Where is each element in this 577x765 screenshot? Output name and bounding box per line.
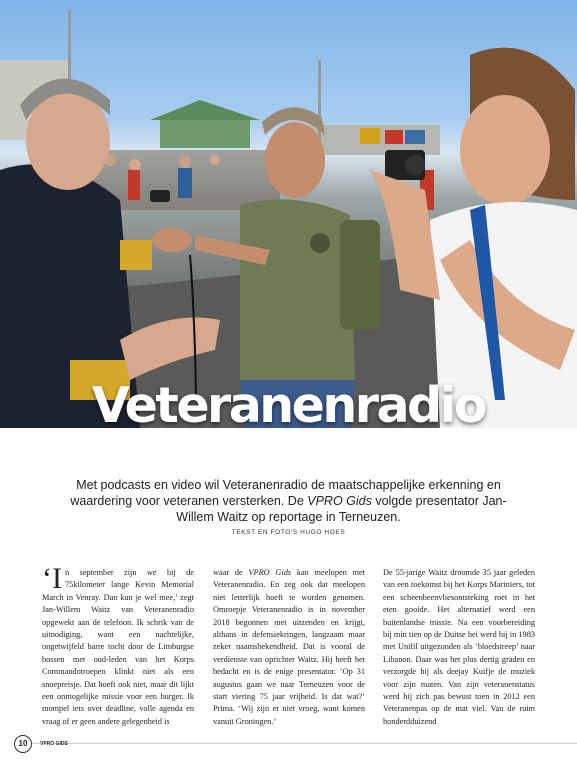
lead-magazine-name: VPRO Gids [307,494,372,508]
article-column-2 [213,567,365,728]
drop-cap: ‘I [42,562,62,595]
magazine-logo-text: VPRO GIDS [40,741,68,747]
column-3-text: De 55-jarige Waitz droomde 35 jaar geleden van een toekomst bij het Korps Mariniers, tot een scheenbeenvliesontsteking roet in het eten gooide. Het alternatief werd een buitenlandse missie. Na een voorbereiding bij min tien op de Duitse hei werd hij in 1983 met Unifil uitgezonden als ‘bloedstreep’ naar Libanon. Daar was het plus dertig graden en verzorgde hij als deejay Kuifje de muziek voor zijn maten. Van zijn veteranenstatus werd hij zich pas bewust toen in 2012 een Veteranenpas op de mat viel. Van de ruim honderdduizend [383,568,535,726]
headline: Veteranenradio [91,377,486,434]
photo-credit: TEKST EN FOTO'S HUGO HOES [231,529,346,536]
article-column-1 [42,562,194,728]
column-2-magazine-name: VPRO Gids [248,568,292,577]
page-number: 10 [14,735,32,753]
article-column-3 [383,567,535,728]
footer-divider [32,743,577,744]
column-2-text-b: kan meelopen met Veteranenradio. En zeg ook dat meelopen niet letterlijk hoeft te worden genomen. Omroepje Veteranenradio is in november 2018 begonnen met uitzenden en krijgt, althans in defensiekringen, langzaam maar zeker naamsbekendheid. Dat is vooral de verdienste van oprichter Waitz. Hij heeft het bedacht en is de enige presentator. ‘Op 31 augustus gaan we naar Terneuzen voor de start viering 75 jaar vrijheid. Is dat wat?’ Prima. ‘Wij zijn er niet vroeg, want komen vanuit Groningen.’ [213,568,365,726]
column-1-text: n september zijn we bij de 75kilometer lange Kevin Memorial March in Venray. Dan kun je wel mee,’ zegt Jan-Willem Waitz van Veteranenradio opgewekt aan de telefoon. Ik schrik van de uitnodiging, want een nachtelijke, ongetwijfeld barre tocht door de Limburgse bossen met oud-leden van het Korps Commandotroepen klinkt niet als een snoepreisje. Dat hoeft ook niet, maar dit lijkt een onmogelijke missie voor een burger. Ik mompel iets over deadline, volle agenda en vraag of er geen andere gelegenheid is [42,568,194,726]
lead-text-1: Met podcasts en video wil Veteranenradio de maatschappelijke erkenning en waardering voor veteranen versterken. De [70,478,501,508]
lead-paragraph [70,477,507,525]
column-2-text-a: waar de [213,568,249,577]
lead-text-2: volgde presentator Jan-Willem Waitz op reportage in Terneuzen. [176,494,507,524]
magazine-logo-icon [40,739,68,747]
